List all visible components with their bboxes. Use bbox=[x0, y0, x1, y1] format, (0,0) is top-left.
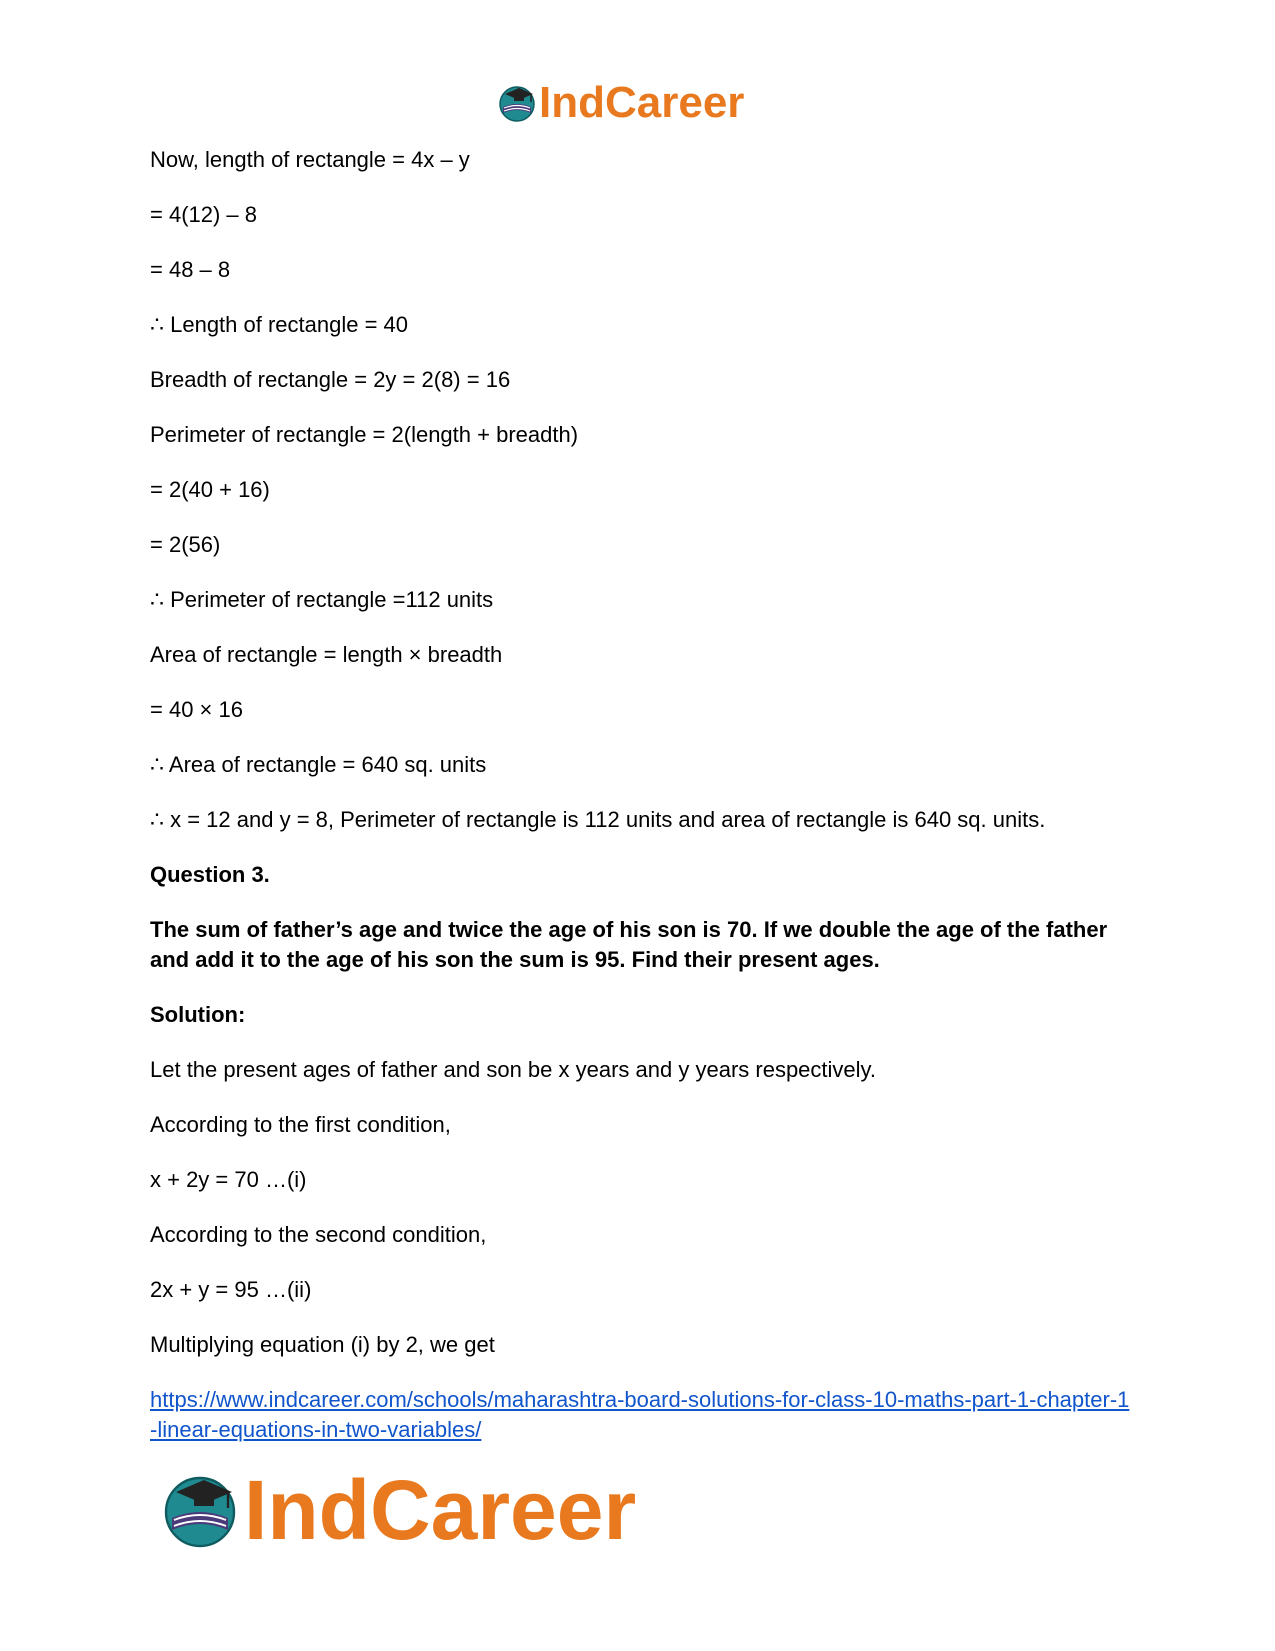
solution-line: According to the first condition, bbox=[150, 1112, 451, 1137]
source-link[interactable]: https://www.indcareer.com/schools/maharashtra-board-solutions-for-class-10-maths-part-1-chapter-1-linear-equations-in-two-variables/ bbox=[150, 1387, 1130, 1442]
text-line: ∴ Area of rectangle = 640 sq. units bbox=[150, 752, 487, 777]
text-line: ∴ x = 12 and y = 8, Perimeter of rectangle is 112 units and area of rectangle is 640 sq. units. bbox=[150, 807, 1046, 832]
text-line: = 2(56) bbox=[150, 532, 221, 557]
solution-line: 2x + y = 95 …(ii) bbox=[150, 1277, 312, 1302]
footer-logo bbox=[160, 1465, 636, 1555]
text-line: = 40 × 16 bbox=[150, 697, 243, 722]
graduation-cap-book-globe-icon bbox=[160, 1470, 240, 1550]
text-line: = 4(12) – 8 bbox=[150, 202, 258, 227]
text-line: Area of rectangle = length × breadth bbox=[150, 642, 503, 667]
document-body bbox=[150, 145, 1130, 1445]
text-line: Now, length of rectangle = 4x – y bbox=[150, 147, 470, 172]
solution-line: Let the present ages of father and son be x years and y years respectively. bbox=[150, 1057, 877, 1082]
text-line: Breadth of rectangle = 2y = 2(8) = 16 bbox=[150, 367, 511, 392]
header-logo-text: IndCareer bbox=[539, 78, 745, 127]
solution-line: According to the second condition, bbox=[150, 1222, 487, 1247]
text-line: ∴ Perimeter of rectangle =112 units bbox=[150, 587, 494, 612]
text-line: = 48 – 8 bbox=[150, 257, 231, 282]
question-text: The sum of father’s age and twice the age of his son is 70. If we double the age of the father and add it to the age of his son the sum is 95. Find their present ages. bbox=[150, 917, 1108, 972]
text-line: Perimeter of rectangle = 2(length + breadth) bbox=[150, 422, 579, 447]
graduation-cap-book-globe-icon bbox=[497, 83, 537, 123]
text-line: ∴ Length of rectangle = 40 bbox=[150, 312, 409, 337]
footer-logo-text: IndCareer bbox=[244, 1463, 637, 1557]
question-heading: Question 3. bbox=[150, 862, 270, 887]
solution-line: x + 2y = 70 …(i) bbox=[150, 1167, 307, 1192]
solution-heading: Solution: bbox=[150, 1002, 246, 1027]
text-line: = 2(40 + 16) bbox=[150, 477, 270, 502]
solution-line: Multiplying equation (i) by 2, we get bbox=[150, 1332, 495, 1357]
header-logo bbox=[497, 78, 744, 128]
